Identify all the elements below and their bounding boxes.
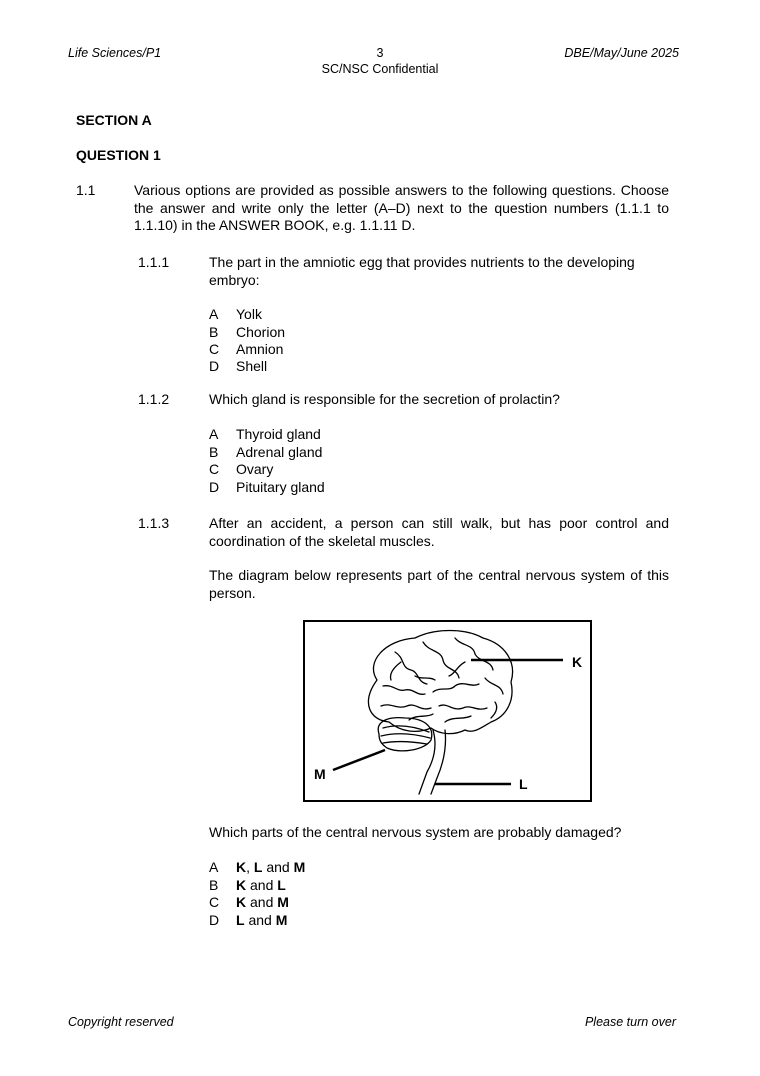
option-letter: B <box>209 444 219 460</box>
option-letter: C <box>209 894 220 910</box>
option-part: K <box>236 877 247 893</box>
option-part: L <box>277 877 286 893</box>
option-letter: A <box>209 426 219 442</box>
option-sep: , <box>246 859 254 875</box>
label-k: K <box>572 654 583 670</box>
brain-illustration <box>305 622 590 800</box>
q1-1-1-text: The part in the amniotic egg that provides nutrients to the developing embryo: <box>209 254 635 288</box>
q1-1-3-diagram-intro: The diagram below represents part of the central nervous system of this person. <box>209 567 669 601</box>
brain-diagram <box>303 620 592 802</box>
option-letter: C <box>209 461 220 477</box>
q1-1-2-option-c <box>209 461 273 479</box>
q1-1-1-option-d <box>209 358 267 376</box>
section-title: SECTION A <box>76 112 152 128</box>
q1-1-instruction: Various options are provided as possible answers to the following questions. Choose the answer and write only the letter (A–D) next to the question numbers (1.1.1 to 1.1.10) in the ANSWER BOOK, e.g. 1.1.11 D. <box>134 182 669 233</box>
option-text: Shell <box>236 358 268 374</box>
option-text: Amnion <box>236 341 284 357</box>
label-l: L <box>519 776 528 792</box>
option-sep: and <box>246 894 278 910</box>
option-text: Yolk <box>236 306 262 322</box>
option-text: Chorion <box>236 324 286 340</box>
confidential-label: SC/NSC Confidential <box>321 62 439 76</box>
header-left: Life Sciences/P1 <box>68 46 162 60</box>
option-text: Adrenal gland <box>236 444 323 460</box>
option-letter: D <box>209 358 220 374</box>
q1-1-3-option-a <box>209 859 305 877</box>
q1-1-2-option-d <box>209 479 325 497</box>
option-sep: and <box>246 877 278 893</box>
option-part: L <box>236 912 245 928</box>
option-text: Thyroid gland <box>236 426 321 442</box>
q1-1-2-number: 1.1.2 <box>138 391 170 407</box>
option-letter: B <box>209 877 219 893</box>
option-letter: A <box>209 859 219 875</box>
q1-1-3-question: Which parts of the central nervous system are probably damaged? <box>209 824 622 840</box>
option-text: Pituitary gland <box>236 479 325 495</box>
q1-1-3-number: 1.1.3 <box>138 515 170 531</box>
page-number: 3 <box>376 46 384 60</box>
q1-1-3-option-b <box>209 877 286 895</box>
q1-1-1-number: 1.1.1 <box>138 254 170 270</box>
q1-1-number: 1.1 <box>76 182 96 198</box>
option-part: K <box>236 859 247 875</box>
q1-1-1-option-b <box>209 324 285 342</box>
option-part: L <box>253 859 263 875</box>
q1-1-1-option-a <box>209 306 262 324</box>
q1-1-1-option-c <box>209 341 283 359</box>
q1-1-2-option-a <box>209 426 321 444</box>
footer-right: Please turn over <box>584 1015 676 1029</box>
q1-1-2-option-b <box>209 444 322 462</box>
footer-left: Copyright reserved <box>68 1015 174 1029</box>
option-letter: D <box>209 912 220 928</box>
label-m: M <box>314 766 326 782</box>
option-letter: C <box>209 341 220 357</box>
q1-1-3-option-c <box>209 894 289 912</box>
option-sep: and <box>262 859 294 875</box>
header-right: DBE/May/June 2025 <box>564 46 679 60</box>
option-part: M <box>277 894 289 910</box>
q1-1-3-text: After an accident, a person can still walk, but has poor control and coordination of the skeletal muscles. <box>209 515 669 549</box>
option-letter: A <box>209 306 219 322</box>
option-letter: D <box>209 479 220 495</box>
option-text: Ovary <box>236 461 274 477</box>
q1-1-3-option-d <box>209 912 287 930</box>
option-part: K <box>236 894 247 910</box>
option-letter: B <box>209 324 219 340</box>
option-part: M <box>293 859 306 875</box>
option-sep: and <box>244 912 276 928</box>
option-part: M <box>275 912 288 928</box>
q1-1-2-text: Which gland is responsible for the secretion of prolactin? <box>209 391 560 407</box>
label-line-m <box>333 750 385 770</box>
question-title: QUESTION 1 <box>76 147 161 163</box>
